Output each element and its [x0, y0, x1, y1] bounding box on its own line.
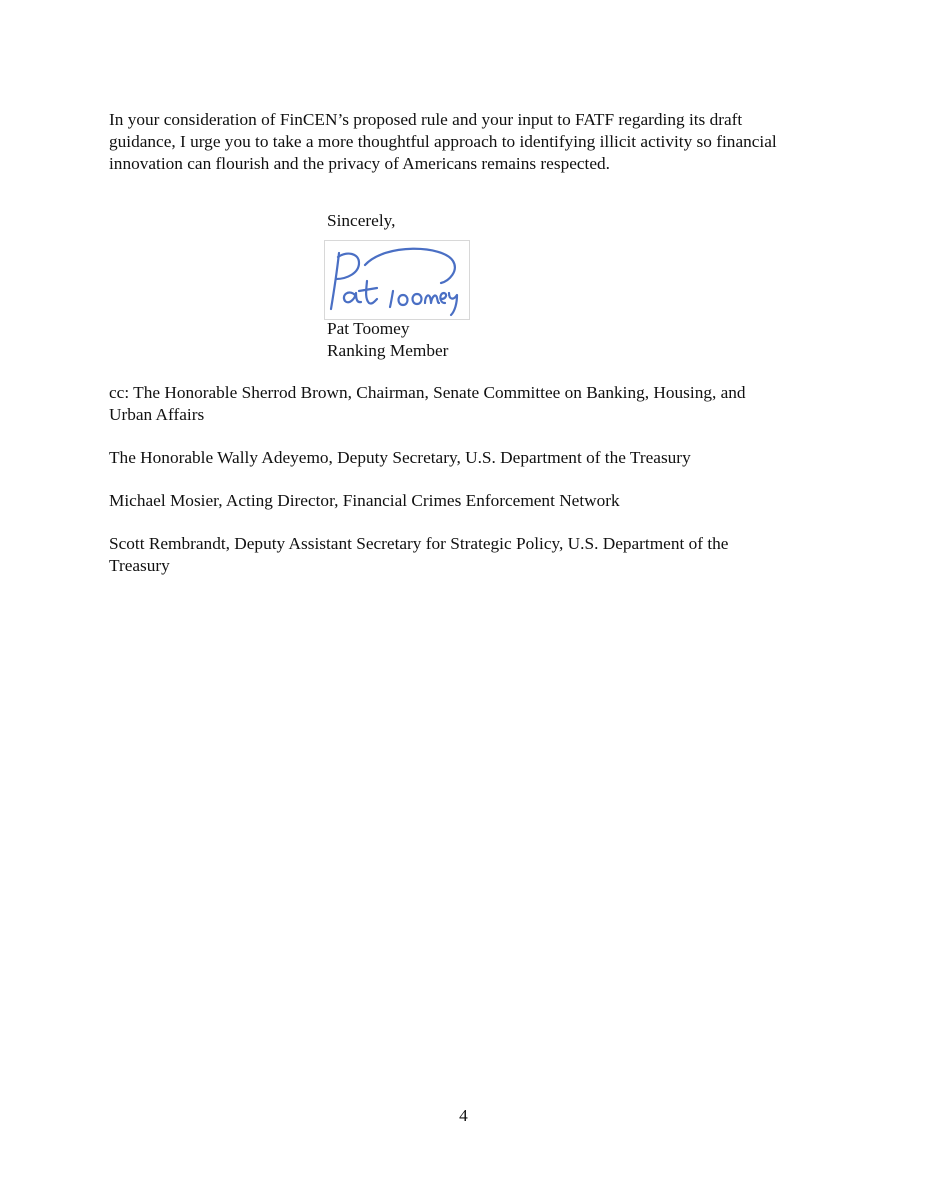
- signature-image: [324, 240, 470, 320]
- closing-block: [327, 210, 627, 232]
- signer-title: Ranking Member: [327, 341, 449, 360]
- cc-line: cc: The Honorable Sherrod Brown, Chairman, Senate Committee on Banking, Housing, and: [109, 383, 746, 402]
- cc-entry: [109, 382, 829, 426]
- paragraph-line: innovation can flourish and the privacy of Americans remains respected.: [109, 154, 610, 173]
- paragraph-line: guidance, I urge you to take a more thoughtful approach to identifying illicit activity so financial: [109, 132, 777, 151]
- cc-line: Urban Affairs: [109, 405, 205, 424]
- closing-paragraph: [109, 109, 829, 175]
- cc-line: Treasury: [109, 556, 170, 575]
- cc-entry: [109, 490, 829, 512]
- page-number: 4: [459, 1106, 468, 1125]
- cc-list: [109, 382, 829, 598]
- signer-block: [327, 318, 448, 362]
- salutation: Sincerely,: [327, 211, 396, 230]
- cc-entry: [109, 447, 829, 469]
- cc-line: The Honorable Wally Adeyemo, Deputy Secretary, U.S. Department of the Treasury: [109, 448, 691, 467]
- cc-line: Michael Mosier, Acting Director, Financial Crimes Enforcement Network: [109, 491, 620, 510]
- cc-entry: [109, 533, 829, 577]
- handwritten-signature: [325, 241, 469, 319]
- paragraph-line: In your consideration of FinCEN’s proposed rule and your input to FATF regarding its draft: [109, 110, 743, 129]
- cc-line: Scott Rembrandt, Deputy Assistant Secretary for Strategic Policy, U.S. Department of the: [109, 534, 729, 553]
- signer-name: Pat Toomey: [327, 319, 410, 338]
